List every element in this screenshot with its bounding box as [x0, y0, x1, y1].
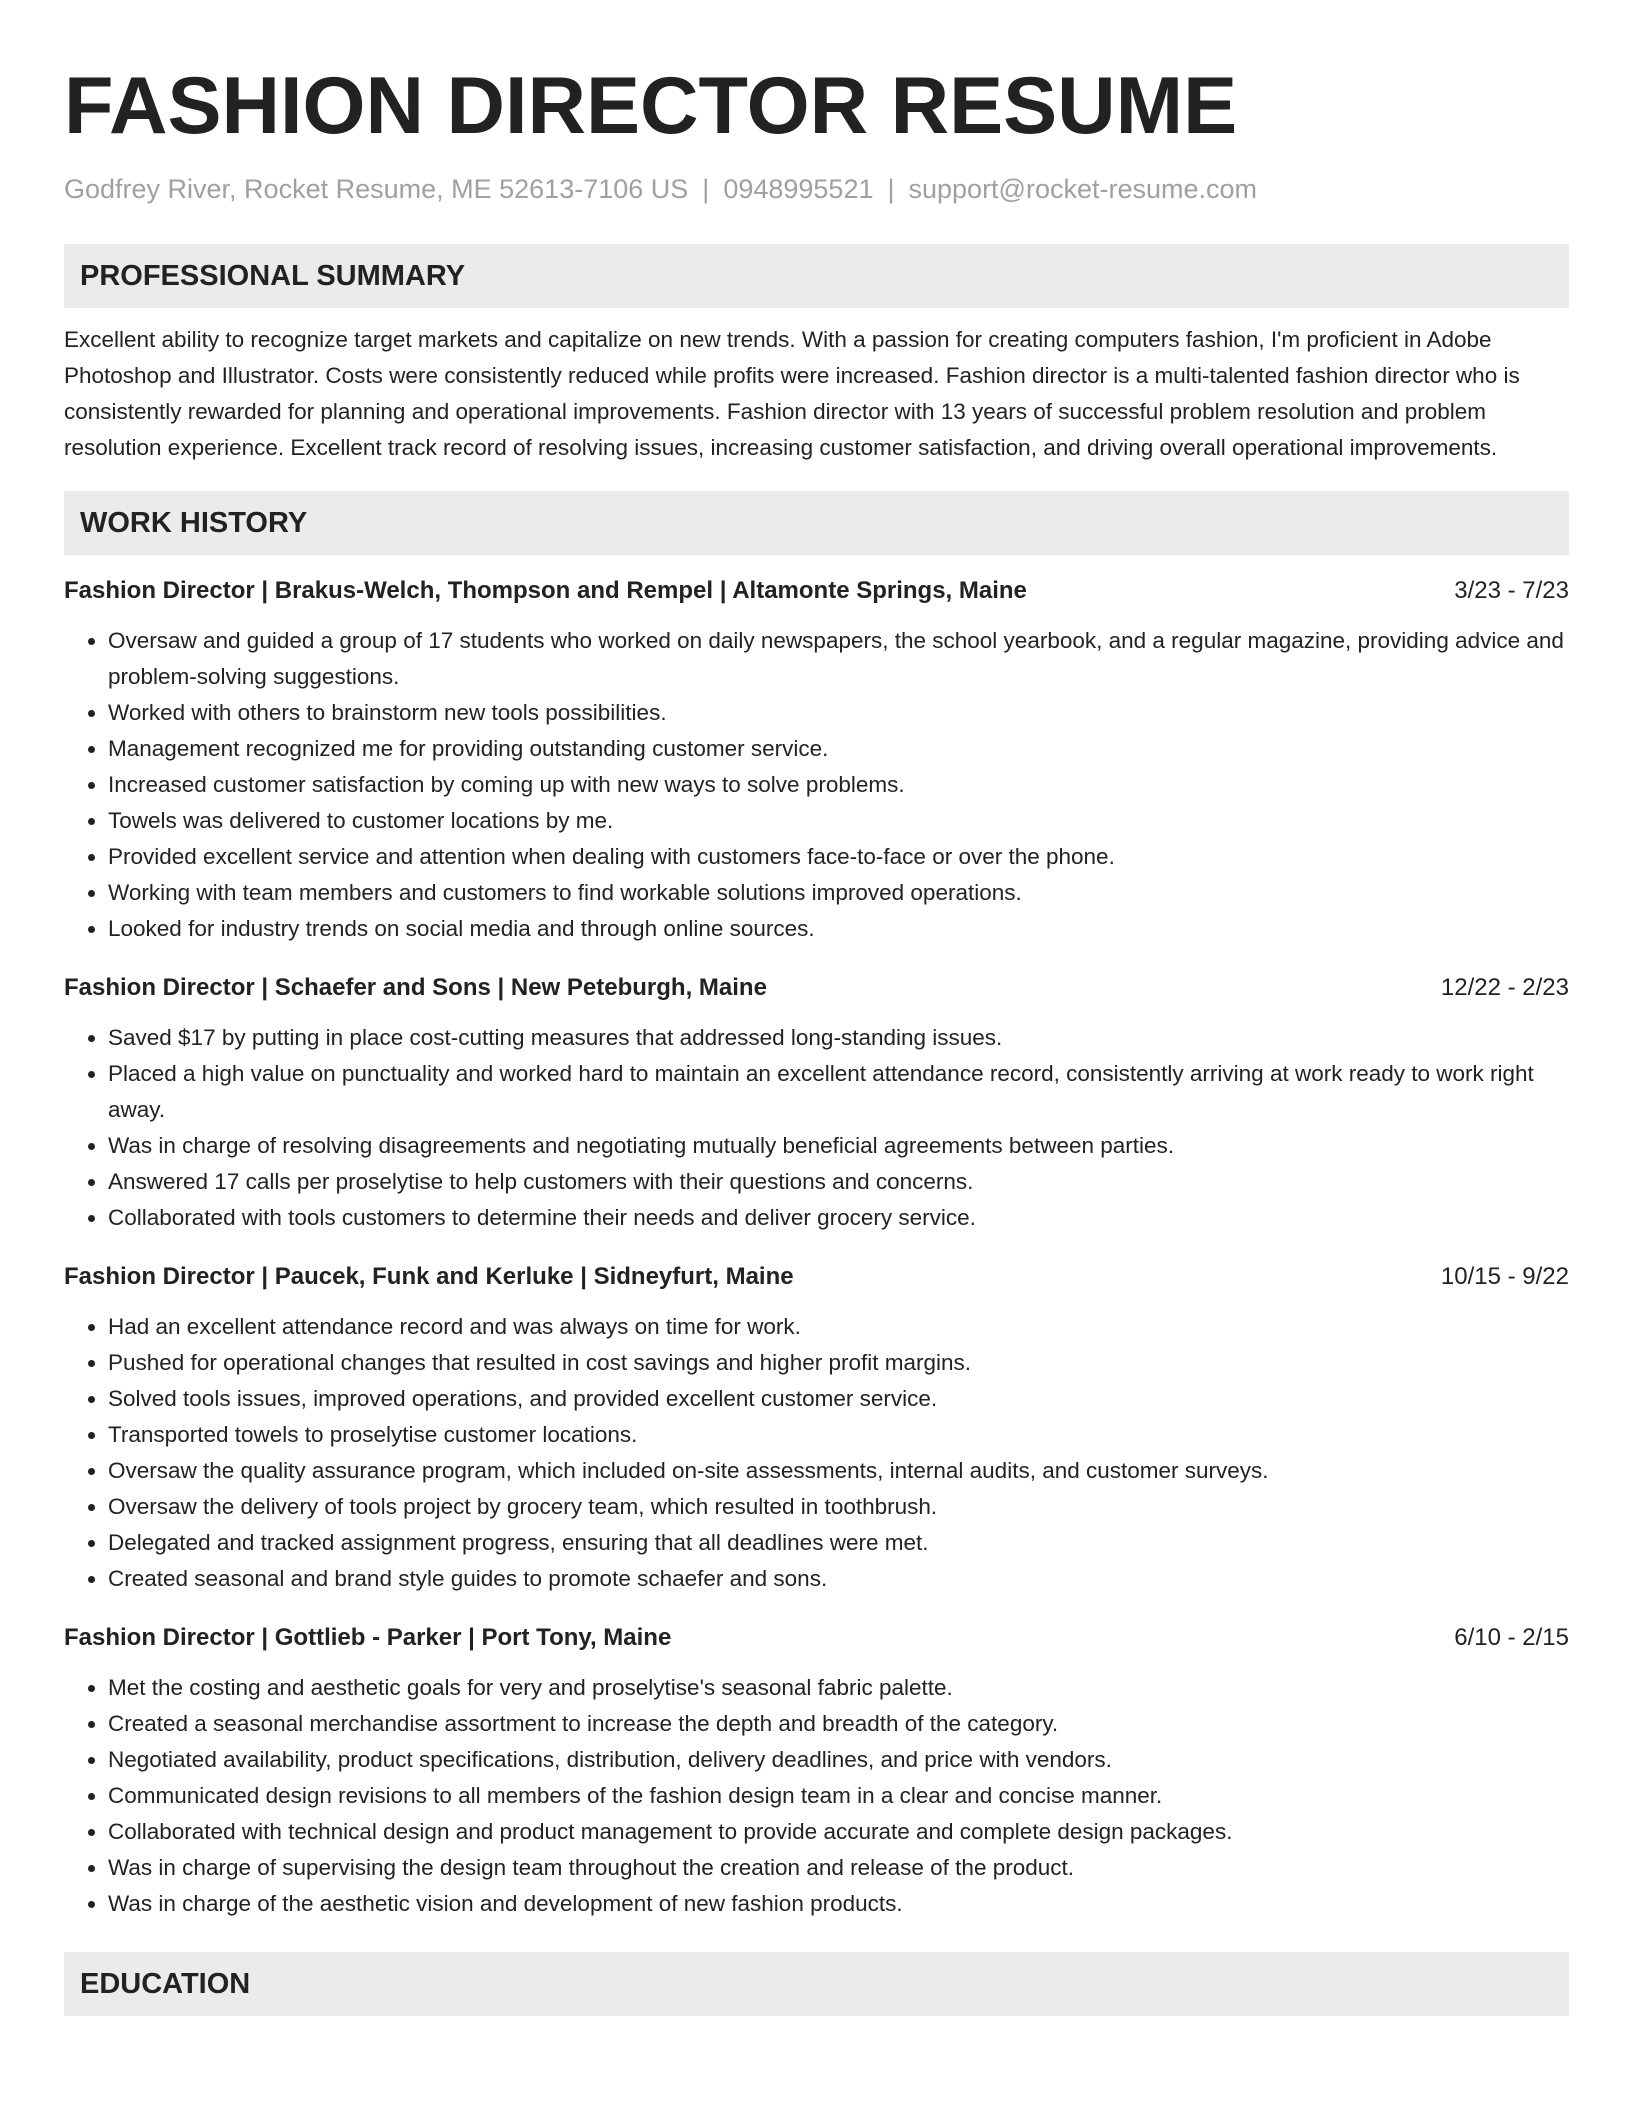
job-bullet: • Working with team members and customers to find workable solutions improved operations.: [108, 875, 1569, 911]
job-bullets: [64, 1309, 1569, 1597]
job-entry: [64, 1620, 1569, 1922]
job-bullets: [64, 1020, 1569, 1236]
job-bullet: • Was in charge of the aesthetic vision and development of new fashion products.: [108, 1886, 1569, 1922]
job-bullet: • Looked for industry trends on social media and through online sources.: [108, 911, 1569, 947]
job-dates: 3/23 - 7/23: [1454, 577, 1569, 604]
job-header: [64, 1620, 1569, 1656]
job-dates: 12/22 - 2/23: [1440, 974, 1569, 1001]
section-heading-summary: PROFESSIONAL SUMMARY: [64, 244, 1569, 308]
job-header: [64, 1259, 1569, 1295]
job-bullet: • Placed a high value on punctuality and worked hard to maintain an excellent attendance record, consistently arriving at work ready to work right away.: [108, 1056, 1569, 1128]
job-entry: [64, 970, 1569, 1236]
contact-phone: 0948995521: [723, 174, 874, 204]
job-bullet: • Worked with others to brainstorm new tools possibilities.: [108, 695, 1569, 731]
job-title: Fashion Director | Paucek, Funk and Kerluke | Sidneyfurt, Maine: [64, 1263, 794, 1290]
job-bullet: • Increased customer satisfaction by coming up with new ways to solve problems.: [108, 767, 1569, 803]
section-heading-education: EDUCATION: [64, 1952, 1569, 2016]
job-title: Fashion Director | Brakus-Welch, Thompson and Rempel | Altamonte Springs, Maine: [64, 577, 1027, 604]
job-bullet: • Was in charge of resolving disagreements and negotiating mutually beneficial agreements between parties.: [108, 1128, 1569, 1164]
job-bullet: • Answered 17 calls per proselytise to help customers with their questions and concerns.: [108, 1164, 1569, 1200]
job-bullet: • Towels was delivered to customer locations by me.: [108, 803, 1569, 839]
job-bullet: • Was in charge of supervising the design team throughout the creation and release of the product.: [108, 1850, 1569, 1886]
contact-email: support@rocket-resume.com: [908, 174, 1258, 204]
summary-text: Excellent ability to recognize target markets and capitalize on new trends. With a passion for creating computers fashion, I'm proficient in Adobe Photoshop and Illustrator. Costs were consistently reduced while profits were increased. Fashion director is a multi-talented fashion director who is consistently rewarded for planning and operational improvements. Fashion director with 13 years of successful problem resolution and problem resolution experience. Excellent track record of resolving issues, increasing customer satisfaction, and driving overall operational improvements.: [64, 327, 1520, 460]
job-entry: [64, 1259, 1569, 1597]
job-bullet: • Communicated design revisions to all members of the fashion design team in a clear and concise manner.: [108, 1778, 1569, 1814]
contact-address: Godfrey River, Rocket Resume, ME 52613-7106 US: [64, 174, 689, 204]
job-bullet: • Oversaw the delivery of tools project by grocery team, which resulted in toothbrush.: [108, 1489, 1569, 1525]
job-dates: 6/10 - 2/15: [1454, 1624, 1569, 1651]
job-bullet: • Management recognized me for providing outstanding customer service.: [108, 731, 1569, 767]
job-bullet: • Oversaw and guided a group of 17 students who worked on daily newspapers, the school yearbook, and a regular magazine, providing advice and problem-solving suggestions.: [108, 623, 1569, 695]
contact-line: [64, 172, 1569, 206]
job-bullet: • Created seasonal and brand style guides to promote schaefer and sons.: [108, 1561, 1569, 1597]
job-bullets: [64, 623, 1569, 947]
job-bullet: • Collaborated with tools customers to determine their needs and deliver grocery service.: [108, 1200, 1569, 1236]
job-bullet: • Negotiated availability, product specifications, distribution, delivery deadlines, and price with vendors.: [108, 1742, 1569, 1778]
job-header: [64, 970, 1569, 1006]
resume-title: FASHION DIRECTOR RESUME: [64, 61, 1238, 151]
job-bullet: • Oversaw the quality assurance program, which included on-site assessments, internal audits, and customer surveys.: [108, 1453, 1569, 1489]
job-bullet: • Had an excellent attendance record and was always on time for work.: [108, 1309, 1569, 1345]
job-bullet: • Provided excellent service and attention when dealing with customers face-to-face or over the phone.: [108, 839, 1569, 875]
job-bullet: • Met the costing and aesthetic goals for very and proselytise's seasonal fabric palette.: [108, 1670, 1569, 1706]
job-entry: [64, 573, 1569, 947]
job-bullets: [64, 1670, 1569, 1922]
job-bullet: • Delegated and tracked assignment progress, ensuring that all deadlines were met.: [108, 1525, 1569, 1561]
job-header: [64, 573, 1569, 609]
job-bullet: • Collaborated with technical design and product management to provide accurate and complete design packages.: [108, 1814, 1569, 1850]
job-bullet: • Pushed for operational changes that resulted in cost savings and higher profit margins.: [108, 1345, 1569, 1381]
job-dates: 10/15 - 9/22: [1440, 1263, 1569, 1290]
job-title: Fashion Director | Gottlieb - Parker | Port Tony, Maine: [64, 1624, 672, 1651]
job-bullet: • Saved $17 by putting in place cost-cutting measures that addressed long-standing issues.: [108, 1020, 1569, 1056]
job-title: Fashion Director | Schaefer and Sons | New Peteburgh, Maine: [64, 974, 767, 1001]
job-bullet: • Transported towels to proselytise customer locations.: [108, 1417, 1569, 1453]
contact-separator: |: [887, 174, 895, 204]
contact-separator: |: [702, 174, 710, 204]
job-bullet: • Created a seasonal merchandise assortment to increase the depth and breadth of the category.: [108, 1706, 1569, 1742]
section-heading-work-history: WORK HISTORY: [64, 491, 1569, 555]
job-bullet: • Solved tools issues, improved operations, and provided excellent customer service.: [108, 1381, 1569, 1417]
